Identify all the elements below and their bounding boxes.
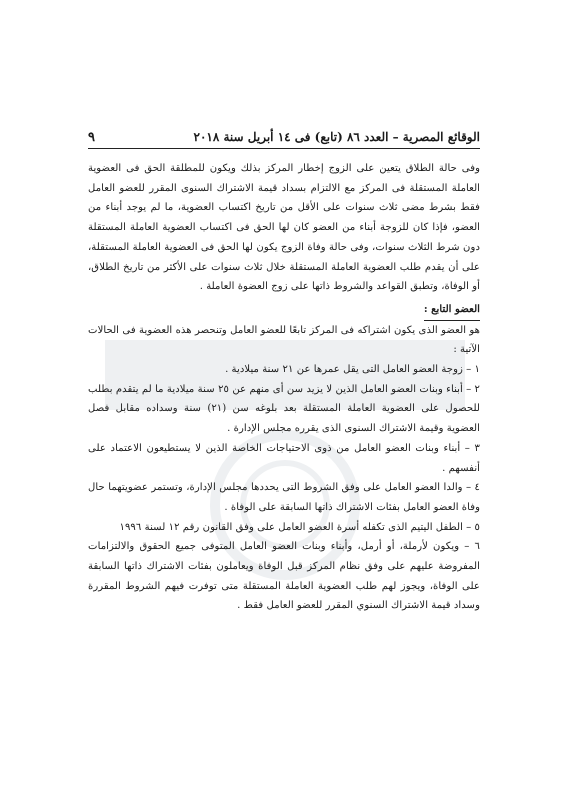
list-item-5: ٥ – الطفل اليتيم الذى تكفله أسرة العضو العامل على وفق القانون رقم ١٢ لسنة ١٩٩٦	[119, 521, 480, 533]
page-header	[88, 130, 480, 149]
section-heading-dependent-member: العضو التابع :	[424, 300, 480, 321]
list-item-2: ٢ – أبناء وبنات العضو العامل الذين لا يزيد سن أى منهم عن ٢٥ سنة ميلادية ما لم يتقدم بطلب للحصول على العضوية العاملة المستقلة بعد بلوغه سن (٢١) سنة وسداده مقابل فصل العضوية وقيمة الاشتراك السنوى الذى يقرره مجلس الإدارة .	[88, 383, 480, 435]
paragraph-divorce: وفى حالة الطلاق يتعين على الزوج إخطار المركز بذلك ويكون للمطلقة الحق فى العضوية العاملة المستقلة فى المركز مع الالتزام بسداد قيمة الاشتراك السنوى المقرر للعضو العامل فقط بشرط مضى ثلاث سنوات على الأقل من تاريخ اكتساب العضوية، ما لم يوجد أبناء من العضو، فإذا كان للزوجة أبناء من العضو كان لها الحق فى اكتساب العضوية العاملة المستقلة دون شرط الثلاث سنوات، وفى حالة وفاة الزوج يكون لها الحق فى العضوية العاملة المستقلة، على أن يقدم طلب العضوية العاملة المستقلة خلال ثلاث سنوات على الأكثر من تاريخ الطلاق، أو الوفاة، وتطبق القواعد والشروط ذاتها على زوج العضوة العاملة .	[88, 163, 480, 293]
header-title: الوقائع المصرية – العدد ٨٦ (تابع) فى ١٤ أبريل سنة ٢٠١٨	[193, 130, 480, 144]
page-number: ٩	[88, 130, 95, 145]
paragraph-dependent-definition: هو العضو الذى يكون اشتراكه فى المركز تابعًا للعضو العامل وتنحصر هذه العضوية فى الحالات الآتية :	[88, 324, 480, 356]
list-item-1: ١ – زوجة العضو العامل التى يقل عمرها عن ٢١ سنة ميلادية .	[225, 364, 480, 376]
document-page	[88, 130, 480, 616]
list-item-4: ٤ – والدا العضو العامل على وفق الشروط التى يحددها مجلس الإدارة، وتستمر عضويتهما حال وفاة العضو العامل بفئات الاشتراك ذاتها السابقة على الوفاة .	[88, 482, 480, 513]
list-item-3: ٣ – أبناء وبنات العضو العامل من ذوى الاحتياجات الخاصة الذين لا يستطيعون الاعتماد على أنفسهم .	[88, 442, 480, 474]
list-item-6: ٦ – ويكون لأرملة، أو أرمل، وأبناء وبنات العضو العامل المتوفى جميع الحقوق والالتزامات المفروضة عليهم على وفق نظام المركز قبل الوفاة ويعاملون بفئات الاشتراك ذاتها السابقة على الوفاة، ويجوز لهم طلب العضوية العاملة المستقلة متى توفرت فيهم الشروط المقررة وسداد قيمة الاشتراك السنوي المقرر للعضو العامل فقط .	[88, 541, 480, 612]
